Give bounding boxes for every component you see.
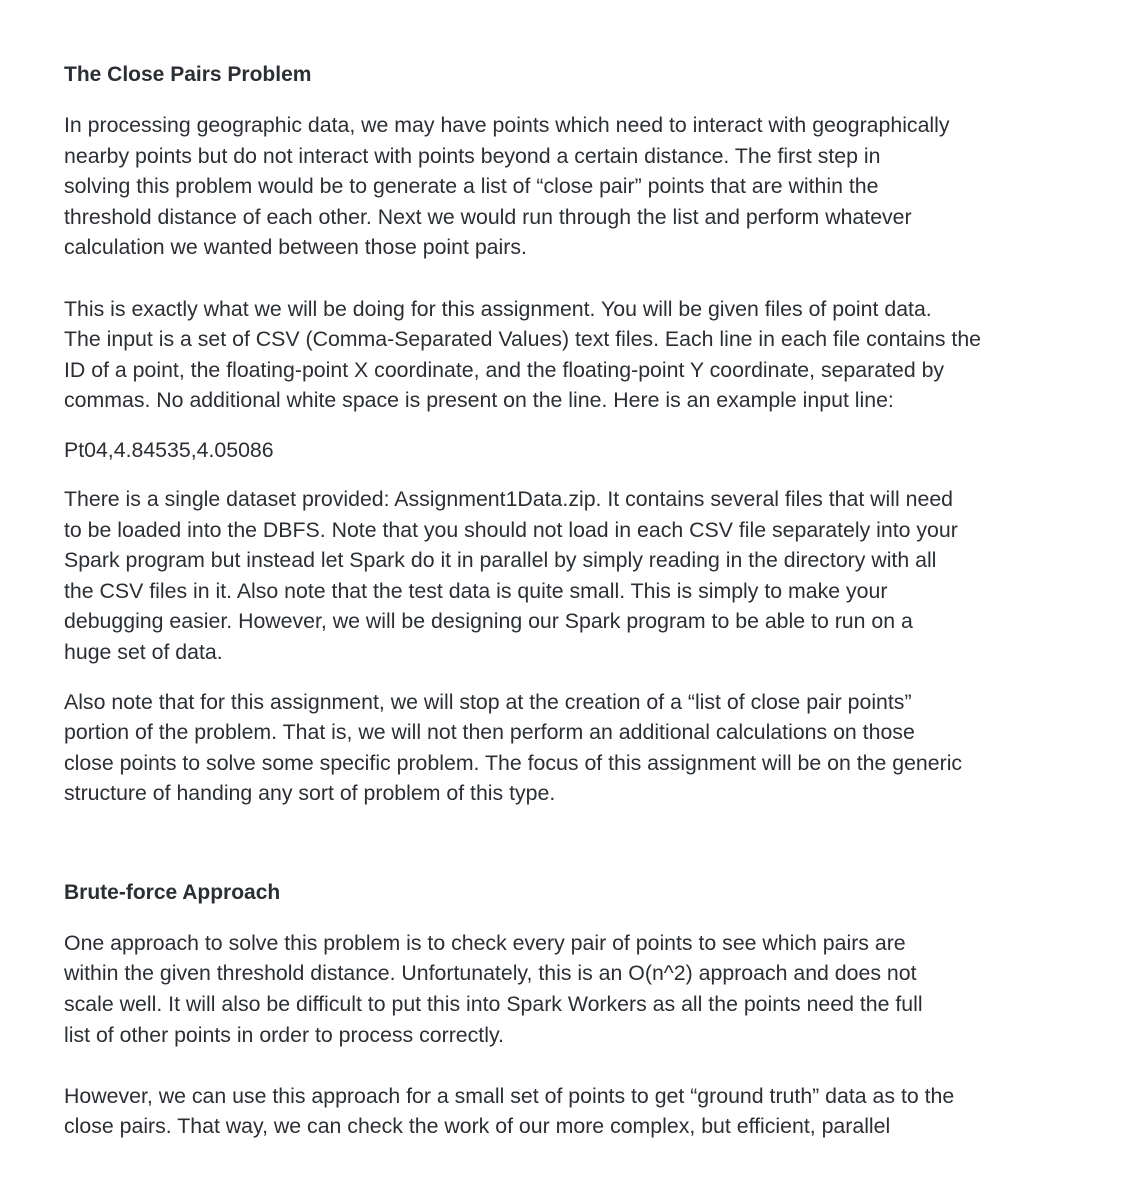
paragraph-dataset: There is a single dataset provided: Assignment1Data.zip. It contains several files that will need to be loaded into the DBFS. Note that you should not load in each CSV file separately into your Spark program but instead let Spark do it in parallel by simply reading in the directory with all the CSV files in it. Also note that the test data is quite small. This is simply to make your debugging easier. However, we will be designing our Spark program to be able to run on a huge set of data.: [64, 486, 958, 664]
section-title-close-pairs: The Close Pairs Problem: [64, 63, 312, 86]
paragraph-brute-force: One approach to solve this problem is to check every pair of points to see which pairs are within the given threshold distance. Unfortunately, this is an O(n^2) approach and does not scale well. It will also be difficult to put this into Spark Workers as all the points need the full list of other points in order to process correctly.: [64, 930, 923, 1047]
blank-line: [64, 1050, 1042, 1081]
example-input-line: Pt04,4.84535,4.05086: [64, 437, 274, 462]
section-spacer: [64, 828, 1042, 878]
section-title-brute-force: Brute-force Approach: [64, 880, 281, 904]
paragraph-assignment-input: This is exactly what we will be doing for this assignment. You will be given files of point data. The input is a set of CSV (Comma-Separated Values) text files. Each line in each file contains the ID of a point, the floating-point X coordinate, and the floating-point Y coordinate, separated by commas. No additional white space is present on the line. Here is an example input line:: [64, 296, 982, 413]
paragraph-scope: Also note that for this assignment, we will stop at the creation of a “list of close pair points” portion of the problem. That is, we will not then perform an additional calculations on those close points to solve some specific problem. The focus of this assignment will be on the generic structure of handing any sort of problem of this type.: [64, 689, 963, 806]
paragraph-intro: In processing geographic data, we may have points which need to interact with geographically nearby points but do not interact with points beyond a certain distance. The first step in solving this problem would be to generate a list of “close pair” points that are within the threshold distance of each other. Next we would run through the list and perform whatever calculation we wanted between those point pairs.: [64, 113, 950, 260]
blank-line: [64, 263, 1042, 294]
paragraph-ground-truth: However, we can use this approach for a small set of points to get “ground truth” data as to the close pairs. That way, we can check the work of our more complex, but efficient, parallel: [64, 1083, 955, 1139]
